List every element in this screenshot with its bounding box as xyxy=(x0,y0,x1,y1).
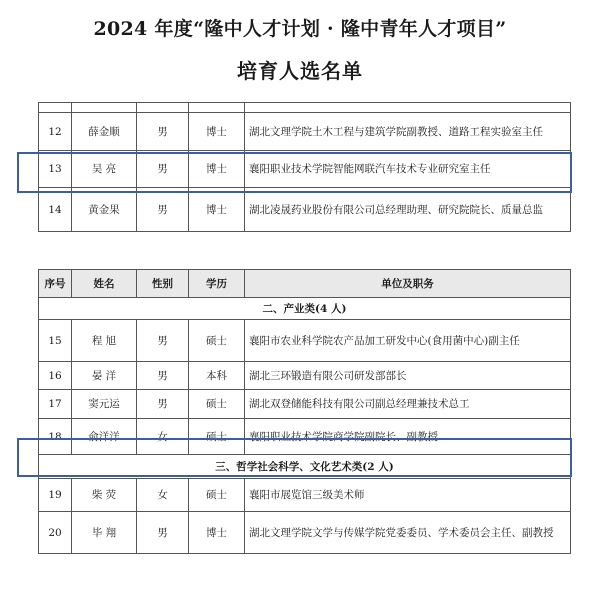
row-gender: 男 xyxy=(137,188,189,232)
row-unit: 襄阳市农业科学院农产品加工研发中心(食用菌中心)副主任 xyxy=(245,320,571,362)
row-education: 硕士 xyxy=(189,320,245,362)
row-education: 硕士 xyxy=(189,419,245,455)
row-name: 晏 洋 xyxy=(72,362,137,390)
row-name: 程 旭 xyxy=(72,320,137,362)
row-number: 20 xyxy=(39,512,72,554)
row-unit: 襄阳职业技术学院商学院副院长、副教授 xyxy=(245,419,571,455)
highlight-box-row-13 xyxy=(17,152,572,193)
header-gender: 性别 xyxy=(137,270,189,298)
table-row xyxy=(39,113,571,151)
row-number: 15 xyxy=(39,320,72,362)
row-number: 14 xyxy=(39,188,72,232)
row-unit: 湖北文理学院土木工程与建筑学院副教授、道路工程实验室主任 xyxy=(245,113,571,151)
row-name: 窦元运 xyxy=(72,390,137,419)
row-number: 19 xyxy=(39,479,72,512)
row-unit: 襄阳职业技术学院智能网联汽车技术专业研究室主任 xyxy=(245,151,571,188)
row-name: 柴 荧 xyxy=(72,479,137,512)
table-row-cut xyxy=(39,103,571,113)
section-heading: 二、产业类(4 人) xyxy=(39,298,571,320)
row-education: 硕士 xyxy=(189,479,245,512)
row-name: 薛金顺 xyxy=(72,113,137,151)
row-unit: 襄阳市展览馆三级美术师 xyxy=(245,479,571,512)
table-row xyxy=(39,362,571,390)
row-number: 16 xyxy=(39,362,72,390)
row-number: 13 xyxy=(39,151,72,188)
document-subtitle: 培育人选名单 xyxy=(237,59,363,83)
row-gender: 女 xyxy=(137,419,189,455)
row-education: 本科 xyxy=(189,362,245,390)
row-unit: 湖北双登储能科技有限公司副总经理兼技术总工 xyxy=(245,390,571,419)
row-education: 硕士 xyxy=(189,390,245,419)
highlight-box-row-18 xyxy=(17,438,572,477)
header-number: 序号 xyxy=(39,270,72,298)
row-name: 俞洋洋 xyxy=(72,419,137,455)
row-gender: 男 xyxy=(137,113,189,151)
table-row xyxy=(39,320,571,362)
row-number: 17 xyxy=(39,390,72,419)
row-name: 吴 亮 xyxy=(72,151,137,188)
row-gender: 男 xyxy=(137,390,189,419)
table-row xyxy=(39,390,571,419)
header-name: 姓名 xyxy=(72,270,137,298)
row-gender: 男 xyxy=(137,362,189,390)
row-unit: 湖北文理学院文学与传媒学院党委委员、学术委员会主任、副教授 xyxy=(245,512,571,554)
table-row xyxy=(39,479,571,512)
row-gender: 男 xyxy=(137,320,189,362)
table-row xyxy=(39,188,571,232)
header-education: 学历 xyxy=(189,270,245,298)
section-row xyxy=(39,298,571,320)
table-row xyxy=(39,512,571,554)
row-gender: 女 xyxy=(137,479,189,512)
header-unit: 单位及职务 xyxy=(245,270,571,298)
row-name: 毕 翔 xyxy=(72,512,137,554)
row-education: 博士 xyxy=(189,151,245,188)
row-education: 博士 xyxy=(189,188,245,232)
row-number: 12 xyxy=(39,113,72,151)
row-gender: 男 xyxy=(137,151,189,188)
row-unit: 湖北三环锻造有限公司研发部部长 xyxy=(245,362,571,390)
table-header-row xyxy=(39,270,571,298)
row-name: 黄金果 xyxy=(72,188,137,232)
row-education: 博士 xyxy=(189,512,245,554)
document-title: 2024 年度“隆中人才计划 · 隆中青年人才项目” xyxy=(93,18,507,40)
row-unit: 湖北凌晟药业股份有限公司总经理助理、研究院院长、质量总监 xyxy=(245,188,571,232)
row-number: 18 xyxy=(39,419,72,455)
row-gender: 男 xyxy=(137,512,189,554)
section-heading: 三、哲学社会科学、文化艺术类(2 人) xyxy=(39,455,571,479)
row-education: 博士 xyxy=(189,113,245,151)
nominee-table-part-2 xyxy=(38,269,571,554)
